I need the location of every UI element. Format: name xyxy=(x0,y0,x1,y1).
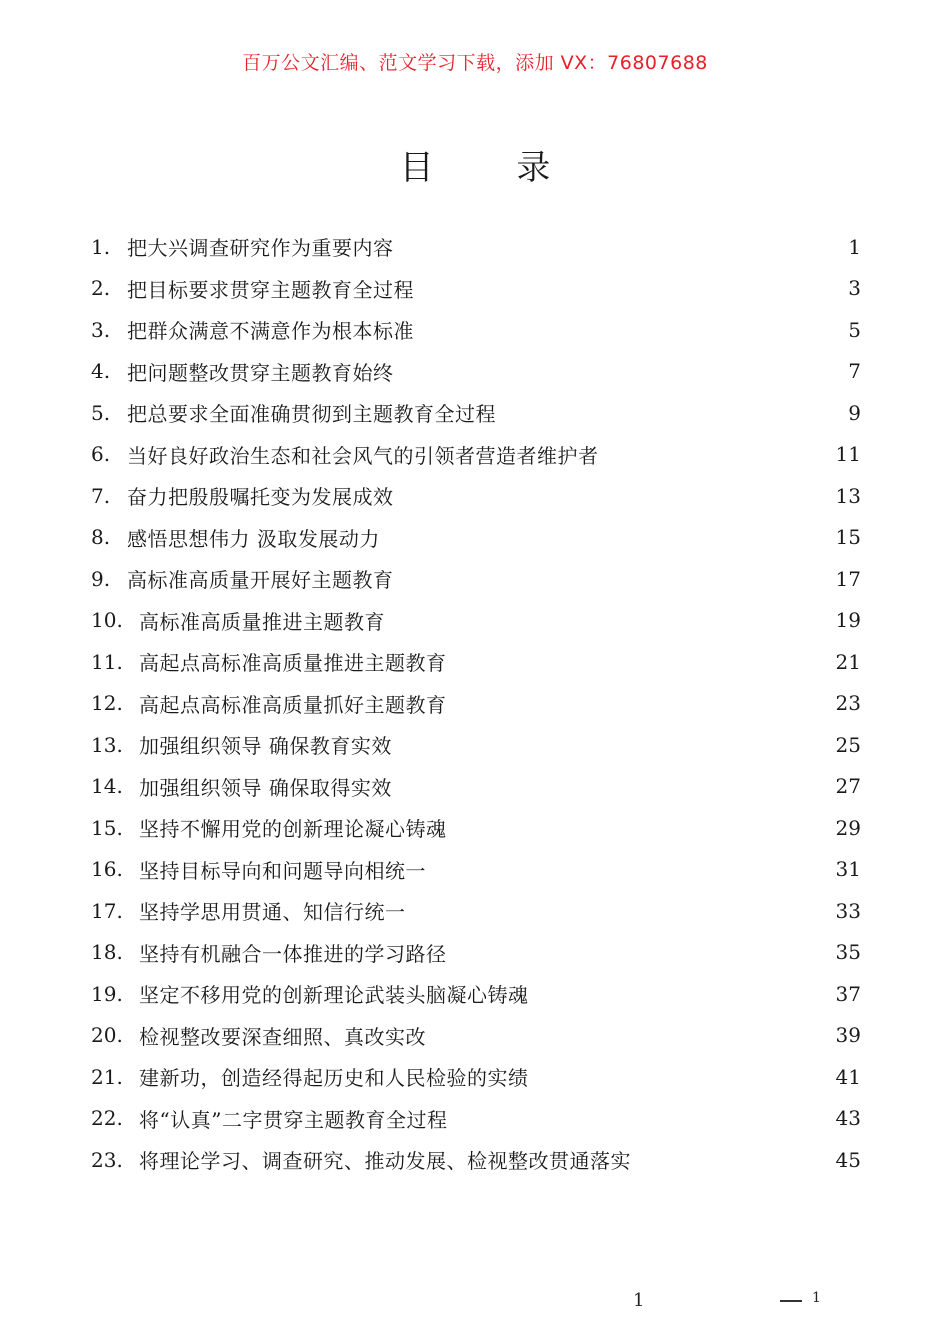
toc-entry-title: 坚持有机融合一体推进的学习路径 xyxy=(139,941,447,966)
toc-entry-number: 5. xyxy=(91,400,111,425)
toc-entry[interactable] xyxy=(91,268,861,310)
toc-entry-title: 加强组织领导 确保取得实效 xyxy=(139,775,392,800)
toc-entry-title: 感悟思想伟力 汲取发展动力 xyxy=(127,526,380,551)
toc-entry[interactable] xyxy=(91,475,861,517)
toc-entry-page: 1 xyxy=(848,234,861,259)
toc-entry-title: 高起点高标准高质量推进主题教育 xyxy=(139,651,447,676)
toc-entry-title: 高标准高质量开展好主题教育 xyxy=(127,568,394,593)
toc-entry-page: 31 xyxy=(835,857,861,882)
toc-entry-number: 19. xyxy=(91,981,123,1006)
toc-entry[interactable] xyxy=(91,849,861,891)
toc-entry[interactable] xyxy=(91,392,861,434)
toc-entry-number: 7. xyxy=(91,483,111,508)
toc-entry-title: 高起点高标准高质量抓好主题教育 xyxy=(139,692,447,717)
toc-entry[interactable] xyxy=(91,434,861,476)
footer-page-number: 1 xyxy=(812,1290,821,1306)
toc-entry-page: 3 xyxy=(848,276,861,301)
toc-entry-page: 23 xyxy=(835,691,861,716)
watermark-text: 百万公文汇编、范文学习下载，添加 VX：76807688 xyxy=(242,52,708,74)
table-of-contents xyxy=(91,226,861,1181)
toc-entry-page: 7 xyxy=(848,359,861,384)
toc-entry-page: 35 xyxy=(835,940,861,965)
toc-entry-number: 12. xyxy=(91,691,123,716)
toc-entry-number: 21. xyxy=(91,1064,123,1089)
toc-entry-title: 高标准高质量推进主题教育 xyxy=(139,609,385,634)
toc-entry-title: 将理论学习、调查研究、推动发展、检视整改贯通落实 xyxy=(139,1149,631,1174)
toc-entry-number: 11. xyxy=(91,649,123,674)
toc-entry-page: 39 xyxy=(835,1023,861,1048)
toc-entry[interactable] xyxy=(91,1139,861,1181)
toc-entry[interactable] xyxy=(91,517,861,559)
toc-entry-number: 15. xyxy=(91,815,123,840)
toc-entry-title: 当好良好政治生态和社会风气的引领者营造者维护者 xyxy=(127,443,599,468)
toc-entry-number: 14. xyxy=(91,774,123,799)
toc-entry-number: 2. xyxy=(91,276,111,301)
toc-entry-page: 29 xyxy=(835,815,861,840)
toc-entry-title: 把总要求全面准确贯彻到主题教育全过程 xyxy=(127,402,496,427)
toc-entry-page: 25 xyxy=(835,732,861,757)
toc-entry-title: 奋力把殷殷嘱托变为发展成效 xyxy=(127,485,394,510)
toc-entry[interactable] xyxy=(91,890,861,932)
footer-mark: 1 xyxy=(633,1290,645,1311)
toc-entry-title: 把目标要求贯穿主题教育全过程 xyxy=(127,277,414,302)
toc-entry-number: 17. xyxy=(91,898,123,923)
toc-entry-title: 加强组织领导 确保教育实效 xyxy=(139,734,392,759)
toc-entry[interactable] xyxy=(91,1015,861,1057)
toc-entry-number: 18. xyxy=(91,940,123,965)
toc-entry-page: 9 xyxy=(848,400,861,425)
toc-entry-number: 8. xyxy=(91,525,111,550)
toc-entry-title: 坚持目标导向和问题导向相统一 xyxy=(139,858,426,883)
toc-entry-number: 22. xyxy=(91,1106,123,1131)
toc-entry-number: 1. xyxy=(91,234,111,259)
toc-entry[interactable] xyxy=(91,558,861,600)
toc-entry-title: 坚持学思用贯通、知信行统一 xyxy=(139,900,406,925)
toc-entry-title: 将“认真”二字贯穿主题教育全过程 xyxy=(139,1107,448,1132)
toc-entry-number: 6. xyxy=(91,442,111,467)
toc-entry[interactable] xyxy=(91,766,861,808)
toc-entry[interactable] xyxy=(91,600,861,642)
toc-entry-page: 33 xyxy=(835,898,861,923)
toc-entry[interactable] xyxy=(91,351,861,393)
toc-entry-page: 43 xyxy=(835,1106,861,1131)
toc-entry[interactable] xyxy=(91,309,861,351)
toc-entry[interactable] xyxy=(91,1098,861,1140)
toc-entry-number: 9. xyxy=(91,566,111,591)
toc-entry-number: 13. xyxy=(91,732,123,757)
toc-entry-number: 20. xyxy=(91,1023,123,1048)
toc-entry-page: 27 xyxy=(835,774,861,799)
toc-entry-page: 37 xyxy=(835,981,861,1006)
toc-entry-page: 13 xyxy=(835,483,861,508)
toc-entry-title: 检视整改要深查细照、真改实改 xyxy=(139,1024,426,1049)
toc-entry[interactable] xyxy=(91,932,861,974)
toc-entry-title: 建新功，创造经得起历史和人民检验的实绩 xyxy=(139,1066,529,1091)
footer-dash xyxy=(780,1300,802,1302)
toc-entry-page: 11 xyxy=(835,442,861,467)
toc-entry[interactable] xyxy=(91,683,861,725)
toc-entry[interactable] xyxy=(91,807,861,849)
toc-entry-title: 把群众满意不满意作为根本标准 xyxy=(127,319,414,344)
toc-entry-page: 15 xyxy=(835,525,861,550)
toc-entry-page: 17 xyxy=(835,566,861,591)
toc-entry[interactable] xyxy=(91,1056,861,1098)
toc-entry-number: 16. xyxy=(91,857,123,882)
toc-entry-page: 41 xyxy=(835,1064,861,1089)
toc-entry-title: 把大兴调查研究作为重要内容 xyxy=(127,236,394,261)
toc-entry-number: 10. xyxy=(91,608,123,633)
toc-entry-page: 19 xyxy=(835,608,861,633)
toc-entry-title: 把问题整改贯穿主题教育始终 xyxy=(127,360,394,385)
toc-entry[interactable] xyxy=(91,724,861,766)
toc-entry-page: 5 xyxy=(848,317,861,342)
toc-entry-title: 坚持不懈用党的创新理论凝心铸魂 xyxy=(139,817,447,842)
toc-entry-title: 坚定不移用党的创新理论武装头脑凝心铸魂 xyxy=(139,983,529,1008)
toc-entry-number: 23. xyxy=(91,1147,123,1172)
toc-entry-page: 21 xyxy=(835,649,861,674)
toc-entry-number: 3. xyxy=(91,317,111,342)
toc-entry-number: 4. xyxy=(91,359,111,384)
toc-entry[interactable] xyxy=(91,973,861,1015)
toc-entry-page: 45 xyxy=(835,1147,861,1172)
page-title: 目 录 xyxy=(399,148,587,188)
toc-entry[interactable] xyxy=(91,641,861,683)
toc-entry[interactable] xyxy=(91,226,861,268)
